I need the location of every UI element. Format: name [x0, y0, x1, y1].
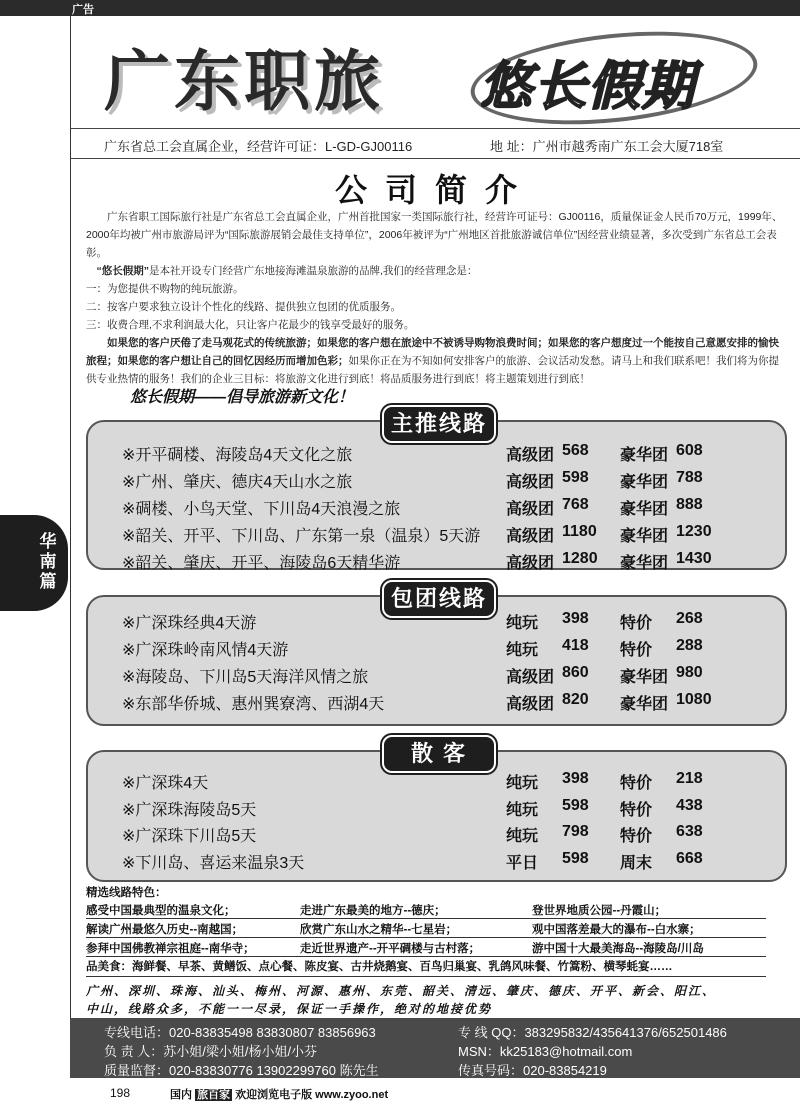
- price-value-1: 398: [562, 770, 589, 787]
- route-row: [122, 496, 762, 520]
- principle-2: 二：按客户要求独立设计个性化的线路、提供独立包团的优质服务。: [86, 301, 401, 313]
- qq-contact: 专 线 QQ：383295832/435641376/652501486: [458, 1025, 727, 1040]
- price-value-2: 980: [676, 664, 703, 681]
- route-name: ※东部华侨城、惠州巽寮湾、西湖4天: [122, 696, 385, 713]
- price-value-2: 608: [676, 442, 703, 459]
- price-value-1: 1280: [562, 550, 598, 567]
- intro-paragraph-pitch: [86, 334, 786, 388]
- fax-number: 传真号码：020-83854219: [458, 1063, 607, 1078]
- intro-title: 公司简介: [334, 172, 535, 208]
- msn-contact: MSN：kk25183@hotmail.com: [458, 1044, 633, 1059]
- hotline: 专线电话：020-83835498 83830807 83856963: [104, 1025, 376, 1040]
- ad-tag: 广告: [72, 4, 94, 16]
- header-rule-bottom: [70, 158, 800, 159]
- price-value-2: 668: [676, 849, 703, 867]
- route-name: ※开平碉楼、海陵岛4天文化之旅: [122, 447, 353, 464]
- route-name: ※韶关、开平、下川岛、广东第一泉（温泉）5天游: [122, 528, 481, 545]
- individual-routes-header: 散 客: [382, 735, 496, 773]
- route-name: ※广深珠岭南风情4天游: [122, 642, 289, 659]
- price-value-1: 598: [562, 796, 589, 814]
- cities-line-2: 中山，线路众多，不能一一尽录，保证一手操作，绝对的地接优势: [86, 1002, 493, 1016]
- price-label-2: 特价: [620, 801, 653, 819]
- feature-underline: [86, 956, 766, 957]
- food-line: 品美食：海鲜餐、早茶、黄鳝饭、点心餐、陈皮宴、古井烧鹅宴、百鸟归巢宴、乳鸽风味餐、竹篙粉、横琴蚝宴……: [86, 961, 673, 973]
- price-value-2: 1080: [676, 691, 712, 708]
- price-value-1: 398: [562, 610, 589, 627]
- price-label-2: 豪华团: [620, 555, 669, 572]
- principle-1: 一：为您提供不购物的纯玩旅游。: [86, 283, 244, 295]
- slogan: 悠长假期——倡导旅游新文化！: [130, 389, 355, 406]
- price-label-2: 豪华团: [620, 528, 669, 545]
- route-row: [122, 523, 762, 547]
- price-value-1: 418: [562, 637, 589, 654]
- footer-badge: 旅百家: [197, 1089, 231, 1101]
- responsible-person: 负 责 人：苏小姐/梁小姐/杨小姐/小芬: [104, 1044, 318, 1059]
- pitch-rest: 如果你正在为不知如何安排客户的旅游、会议活动发愁。请马上和我们联系吧！我们将为你提供专业热情的服务！我们的企业三目标：将旅游文化进行到底！将品质服务进行到底！将主题策划进行到底！: [86, 355, 779, 385]
- intro-paragraph-1: 广东省职工国际旅行社是广东省总工会直属企业，广州首批国家一类国际旅行社，经营许可证号：GJ00116，质量保证金人民币70万元，1999年、2000年均被广州市旅游局评为“国际旅游展销会最佳支持单位”，2006年被评为“广州地区首批旅游诚信单位”因经营业绩显著，多次受到广东省总工会表彰。: [86, 211, 783, 259]
- route-name: ※碉楼、小鸟天堂、下川岛4天浪漫之旅: [122, 501, 401, 518]
- route-name: ※韶关、肇庆、开平、海陵岛6天精华游: [122, 555, 401, 572]
- cities-line-1: 广州、深圳、珠海、汕头、梅州、河源、惠州、东莞、韶关、清远、肇庆、德庆、开平、新会、阳江、: [86, 984, 717, 998]
- route-row: [122, 610, 762, 634]
- price-label-2: 豪华团: [620, 501, 669, 518]
- package-routes-header: 包团线路: [382, 580, 496, 618]
- price-label-1: 纯玩: [506, 642, 539, 659]
- price-label-1: 高级团: [506, 501, 555, 518]
- footer-domestic: 国内: [170, 1089, 192, 1101]
- price-label-2: 特价: [620, 828, 653, 845]
- price-value-1: 768: [562, 496, 589, 513]
- route-row: [122, 823, 762, 847]
- price-label-1: 纯玩: [506, 801, 539, 819]
- price-label-2: 特价: [620, 615, 653, 632]
- price-label-1: 高级团: [506, 447, 555, 464]
- brand-title: 广东职旅: [104, 44, 384, 118]
- route-row: [122, 469, 762, 493]
- footer-text: 欢迎浏览电子版 www.zyoo.net: [235, 1089, 389, 1101]
- price-value-2: 1430: [676, 550, 712, 567]
- price-value-2: 288: [676, 637, 703, 654]
- price-label-2: 豪华团: [620, 669, 669, 686]
- route-name: ※广深珠海陵岛5天: [122, 801, 257, 819]
- price-label-1: 高级团: [506, 555, 555, 572]
- price-label-2: 豪华团: [620, 474, 669, 491]
- food-underline: [86, 976, 766, 977]
- pitch-bold: 如果您的客户厌倦了走马观花式的传统旅游；如果您的客户想在旅途中不被诱导购物浪费时间；如果您的客户想度过一个能按自己意愿安排的愉快旅程；如果您的客户想让自己的回忆因经历而增加色彩；: [86, 337, 779, 367]
- company-address: 地 址：广州市越秀南广东工会大厦718室: [490, 139, 724, 154]
- price-value-2: 638: [676, 823, 703, 840]
- price-label-2: 周末: [620, 854, 653, 872]
- price-value-2: 1230: [676, 523, 712, 540]
- price-label-1: 高级团: [506, 669, 555, 686]
- region-side-label: 华南篇: [39, 532, 57, 591]
- feature-item: 解读广州最悠久历史--南越国；: [86, 924, 244, 936]
- feature-item: 观中国落差最大的瀑布--白水寨；: [532, 924, 701, 936]
- price-value-2: 268: [676, 610, 703, 627]
- intro-paragraph-2-rest: 是本社开设专门经营广东地接海滩温泉旅游的品牌,我们的经营理念是：: [149, 265, 478, 277]
- price-value-1: 820: [562, 691, 589, 708]
- feature-item: 游中国十大最美海岛--海陵岛/川岛: [532, 943, 704, 955]
- price-value-1: 568: [562, 442, 589, 459]
- route-name: ※广深珠经典4天游: [122, 615, 257, 632]
- price-label-2: 特价: [620, 775, 653, 792]
- price-value-1: 1180: [562, 523, 597, 540]
- price-label-2: 豪华团: [620, 447, 669, 464]
- route-row: [122, 850, 762, 874]
- route-row: [122, 637, 762, 661]
- intro-paragraph-2: [86, 262, 786, 280]
- feature-item: 走近世界遗产--开平碉楼与古村落；: [300, 943, 481, 955]
- price-label-1: 纯玩: [506, 615, 539, 632]
- route-row: [122, 664, 762, 688]
- feature-underline: [86, 937, 766, 938]
- quality-supervision: 质量监督：020-83830776 13902299760 陈先生: [104, 1063, 379, 1078]
- route-name: ※广深珠下川岛5天: [122, 828, 257, 845]
- price-label-1: 高级团: [506, 528, 555, 545]
- price-label-1: 平日: [506, 854, 539, 872]
- company-license: 广东省总工会直属企业，经营许可证：L-GD-GJ00116: [104, 139, 413, 154]
- price-value-1: 598: [562, 849, 589, 867]
- price-label-1: 高级团: [506, 696, 555, 713]
- price-value-1: 798: [562, 823, 589, 840]
- price-value-1: 860: [562, 664, 589, 681]
- route-name: ※广州、肇庆、德庆4天山水之旅: [122, 474, 353, 491]
- price-value-1: 598: [562, 469, 589, 486]
- price-value-2: 788: [676, 469, 703, 486]
- top-bar: [0, 0, 800, 16]
- feature-underline: [86, 918, 766, 919]
- route-name: ※下川岛、喜运来温泉3天: [122, 854, 305, 872]
- brand-inline: “悠长假期”: [96, 265, 149, 277]
- page-number: 198: [110, 1086, 131, 1100]
- route-name: ※海陵岛、下川岛5天海洋风情之旅: [122, 669, 369, 686]
- route-row: [122, 442, 762, 466]
- main-routes-header: 主推线路: [382, 405, 496, 443]
- route-row: [122, 770, 762, 794]
- feature-item: 走进广东最美的地方--德庆；: [300, 905, 446, 917]
- feature-item: 参拜中国佛教禅宗祖庭--南华寺；: [86, 943, 255, 955]
- price-label-2: 豪华团: [620, 696, 669, 713]
- route-row: [122, 691, 762, 715]
- header-rule-top: [70, 128, 800, 129]
- principle-3: 三：收费合理,不求利润最大化，只让客户花最少的钱享受最好的服务。: [86, 319, 415, 331]
- price-value-2: 888: [676, 496, 703, 513]
- feature-item: 感受中国最典型的温泉文化；: [86, 905, 236, 917]
- price-value-2: 218: [676, 770, 703, 787]
- feature-item: 登世界地质公园--丹霞山；: [532, 905, 667, 917]
- route-row: [122, 797, 762, 821]
- route-row: [122, 550, 762, 574]
- logo-text: 悠长假期: [480, 56, 697, 117]
- price-label-2: 特价: [620, 642, 653, 659]
- features-heading: 精选线路特色：: [86, 887, 167, 899]
- price-label-1: 纯玩: [506, 828, 539, 845]
- price-value-2: 438: [676, 796, 703, 814]
- price-label-1: 高级团: [506, 474, 555, 491]
- price-label-1: 纯玩: [506, 775, 539, 792]
- route-name: ※广深珠4天: [122, 775, 209, 792]
- feature-item: 欣赏广东山水之精华--七星岩；: [300, 924, 458, 936]
